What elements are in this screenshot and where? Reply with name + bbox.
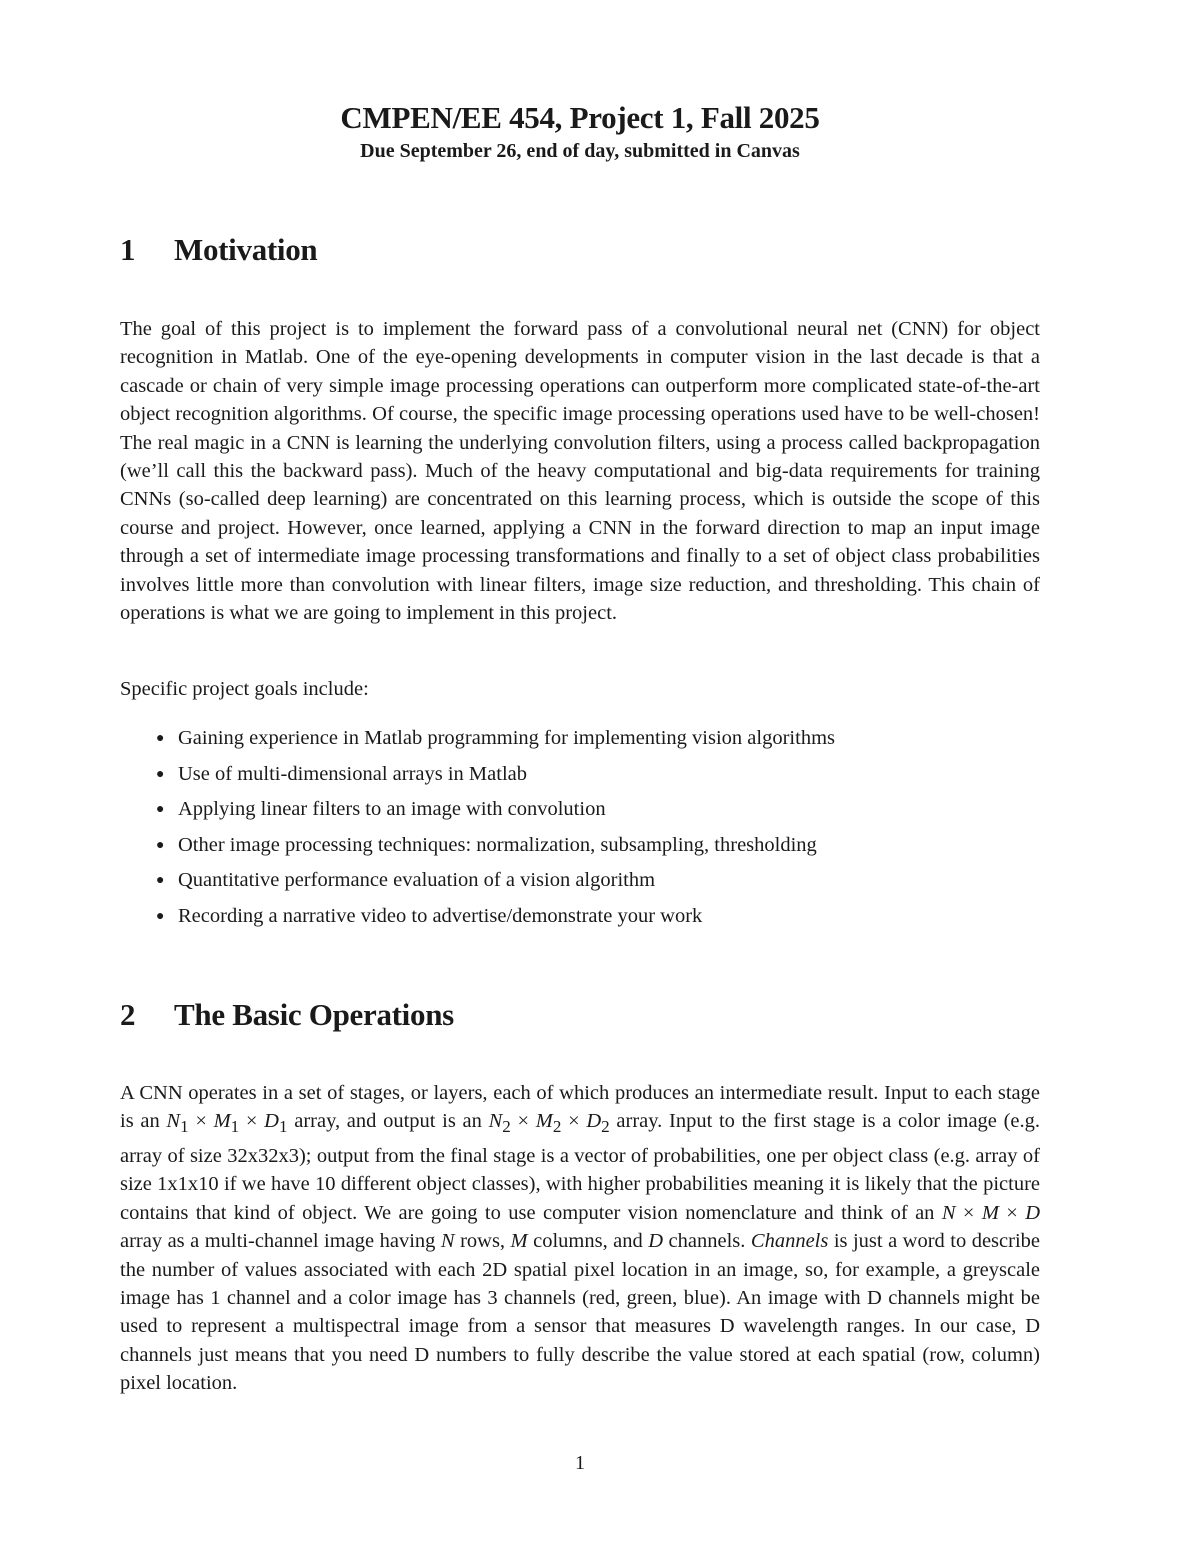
document-title: CMPEN/EE 454, Project 1, Fall 2025: [340, 100, 820, 135]
motivation-paragraph: The goal of this project is to implement the forward pass of a convolutional neural net (CNN) for object recognition in Matlab. One of the eye-opening developments in computer vision in the last decade is that a cascade or chain of very simple image processing operations can outperform more complicated state-of-the-art object recognition algorithms. Of course, the specific image processing operations used have to be well-chosen! The real magic in a CNN is learning the underlying convolution filters, using a process called backpropagation (we’ll call this the backward pass). Much of the heavy computational and big-data requirements for training CNNs (so-called deep learning) are concentrated on this learning process, which is outside the scope of this course and project. However, once learned, applying a CNN in the forward direction to map an input image through a set of intermediate image processing transformations and finally to a set of object class probabilities involves little more than convolution with linear filters, image size reduction, and thresholding. This chain of operations is what we are going to implement in this project.: [120, 318, 1040, 625]
bullet-icon: ●: [156, 802, 165, 818]
list-item: ● Other image processing techniques: normalization, subsampling, thresholding: [156, 831, 835, 867]
section-number: 1: [120, 232, 136, 267]
list-item: ● Recording a narrative video to advertise/demonstrate your work: [156, 902, 835, 938]
section-title: The Basic Operations: [174, 997, 454, 1032]
document-subtitle: Due September 26, end of day, submitted in Canvas: [360, 140, 800, 162]
list-item: ● Use of multi-dimensional arrays in Matlab: [156, 760, 835, 796]
goals-intro: Specific project goals include:: [120, 678, 369, 700]
section-heading-motivation: [120, 232, 317, 268]
bullet-icon: ●: [156, 731, 165, 746]
bullet-icon: ●: [156, 766, 165, 782]
bullet-icon: ●: [156, 908, 165, 924]
list-item: ● Quantitative performance evaluation of a vision algorithm: [156, 866, 835, 902]
section-number: 2: [120, 997, 136, 1032]
bullet-icon: ●: [156, 873, 165, 889]
list-item: ● Gaining experience in Matlab programming for implementing vision algorithms: [156, 724, 835, 760]
goals-list: [156, 724, 835, 938]
basic-operations-paragraph: A CNN operates in a set of stages, or layers, each of which produces an intermediate result. Input to each stage is an $N_1 \times M_1 \times D_1$ array, and output is an $N_2 \times M_2 \times D_2$ array. Input to the first stage is a color image (e.g. array of size 32x32x3); output from the final stage is a vector of probabilities, one per object class (e.g. array of size 1x1x10 if we have 10 different object classes), with higher probabilities meaning it is likely that the picture contains that kind of object. We are going to use computer vision nomenclature and think of an N × M × D array as a multi-channel image having N rows, M columns, and D channels. Channels is just a word to describe the number of values associated with each 2D spatial pixel location in an image, so, for example, a greyscale image has 1 channel and a color image has 3 channels (red, green, blue). An image with D channels might be used to represent a multispectral image from a sensor that measures D wavelength ranges. In our case, D channels just means that you need D numbers to fully describe the value stored at each spatial (row, column) pixel location.: [120, 1082, 1041, 1395]
section-heading-basic-operations: [120, 997, 454, 1033]
page-number: 1: [575, 1452, 585, 1474]
section-title: Motivation: [174, 232, 318, 267]
list-item: ● Applying linear filters to an image with convolution: [156, 795, 835, 831]
bullet-icon: ●: [156, 837, 165, 853]
